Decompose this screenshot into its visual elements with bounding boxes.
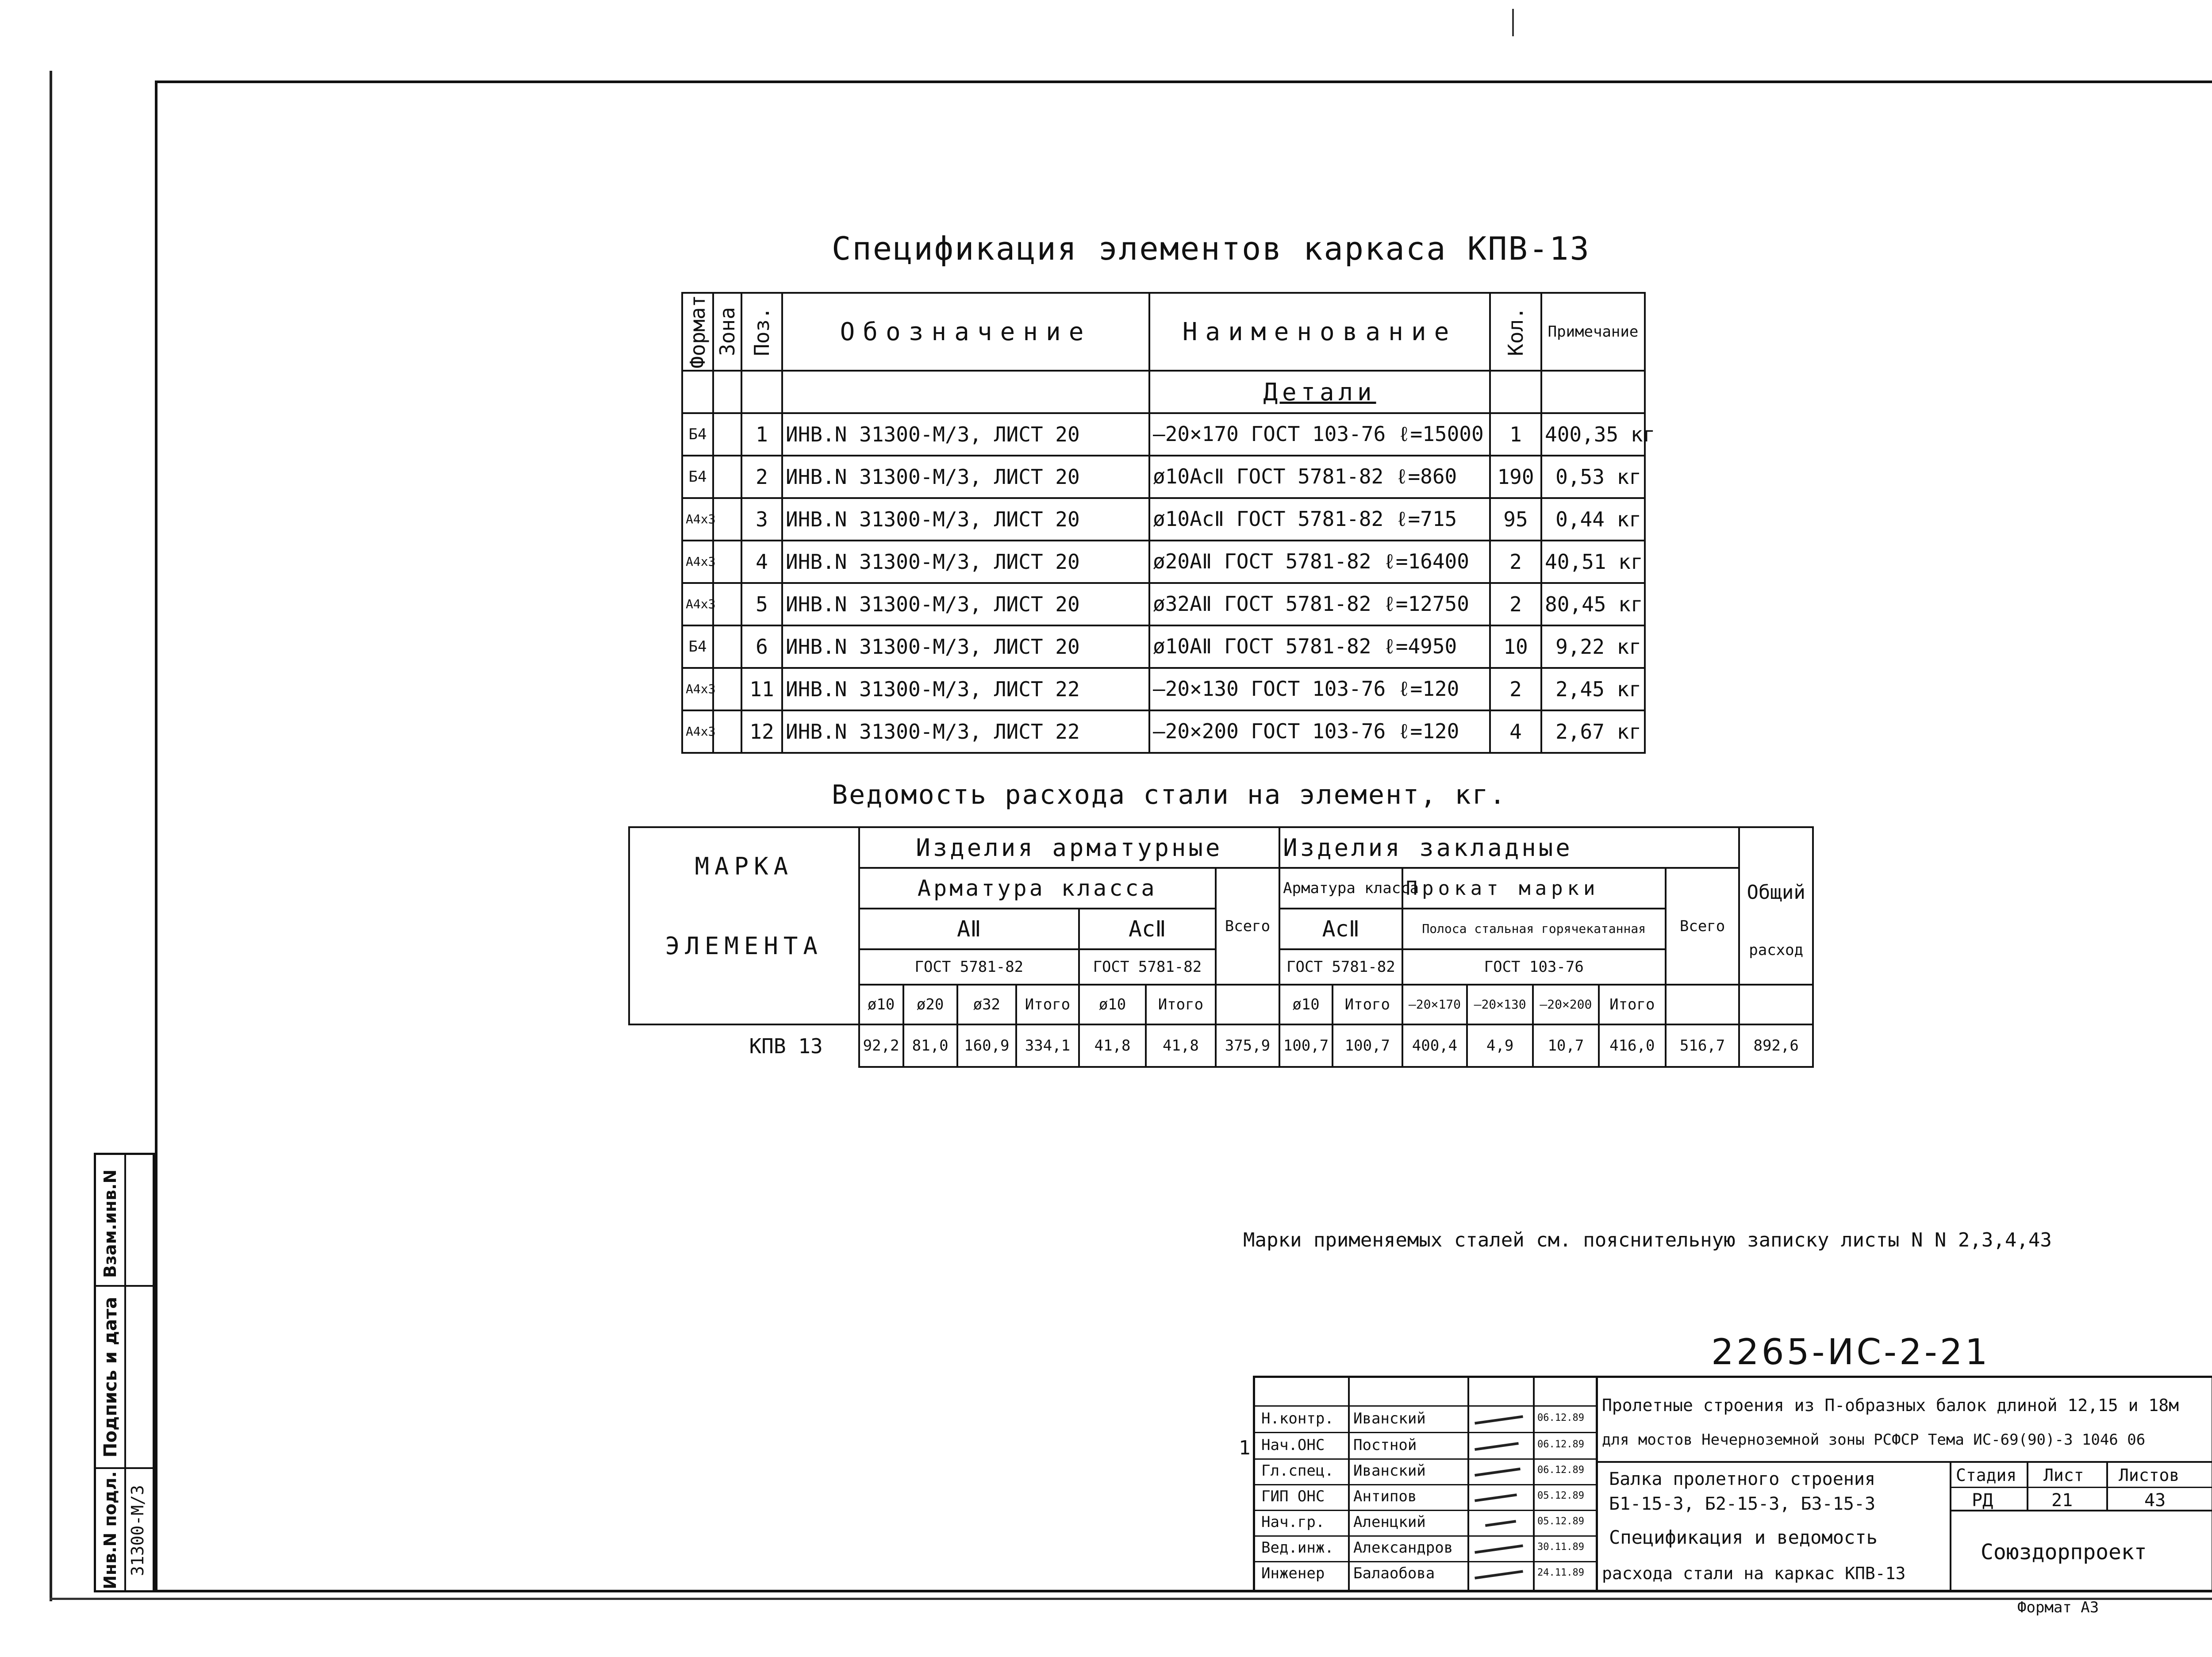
project-title-1: Пролетные строения из П-образных балок длиной 12,15 и 18м	[1602, 1396, 2179, 1415]
title-block: Н.контр. Нач.ОНС Гл.спец. ГИП ОНС Нач.гр. Вед.инж. Инженер Иванский Постной Иванский Антипов Аленцкий Александров Балаобова 06.12.89 06.12.89 06.12.89 05.12.89 05.12.89 30.11.89 24.11.89 Пролетные строения из П-образных балок длиной 12,15 и 18м для мостов Нечерноземной зоны РСФСР Тема ИС-69(90)-3 1046 06 Балка пролетного строения Б1-15-3, Б2-15-3, Б3-15-3 Спецификация и ведомость расхода стали на каркас КПВ-13 Стадия Лист Листов РД 21 43 Союздорпроект	[1253, 1376, 2212, 1592]
steel-title: Ведомость расхода стали на элемент, кг.	[832, 779, 1507, 810]
mark-label-1: МАРКА	[695, 852, 794, 880]
zak-vsego: Всего	[1666, 868, 1740, 985]
total-header: Общий расход	[1739, 827, 1813, 985]
signature	[1485, 1520, 1516, 1527]
table-row: Б4 6 ИНВ.N 31300-М/3, ЛИСТ 20 ø10АⅡ ГОСТ 5781-82 ℓ=4950 10 9,22 кг	[682, 625, 1645, 668]
signature	[1475, 1493, 1517, 1502]
gost-aii: ГОСТ 5781-82	[859, 949, 1079, 985]
signature	[1475, 1570, 1523, 1579]
group-zak: Изделия закладные	[1279, 827, 1739, 868]
sheets-total-value: 43	[2144, 1490, 2166, 1511]
spec-header-row	[682, 293, 1645, 371]
steel-note: Марки применяемых сталей см. пояснительную записку листы N N 2,3,4,43	[1243, 1229, 2052, 1251]
table-row: Б4 1 ИНВ.N 31300-М/3, ЛИСТ 20 ‒20×170 ГОСТ 103-76 ℓ=15000 1 400,35 кг	[682, 413, 1645, 456]
table-row: Б4 2 ИНВ.N 31300-М/3, ЛИСТ 20 ø10АсⅡ ГОСТ 5781-82 ℓ=860 190 0,53 кг	[682, 456, 1645, 498]
table-row: А4х3 5 ИНВ.N 31300-М/3, ЛИСТ 20 ø32АⅡ ГОСТ 5781-82 ℓ=12750 2 80,45 кг	[682, 583, 1645, 625]
format-mark: Формат А3	[2017, 1599, 2099, 1616]
signature	[1475, 1544, 1523, 1553]
acii: АсⅡ	[1079, 909, 1216, 949]
organization: Союздорпроект	[1981, 1540, 2147, 1565]
signature	[1475, 1442, 1519, 1451]
signature	[1475, 1415, 1523, 1424]
table-row: А4х3 3 ИНВ.N 31300-М/3, ЛИСТ 20 ø10АсⅡ ГОСТ 5781-82 ℓ=715 95 0,44 кг	[682, 498, 1645, 541]
mark-label-2: ЭЛЕМЕНТА	[665, 932, 823, 960]
polosa: Полоса стальная горячекатанная	[1402, 909, 1666, 949]
spec-table	[681, 292, 1655, 754]
sheet-code: 2265-ИС-2-21	[1711, 1331, 1990, 1373]
table-row: А4х3 12 ИНВ.N 31300-М/3, ЛИСТ 22 ‒20×200 ГОСТ 103-76 ℓ=120 4 2,67 кг	[682, 710, 1645, 753]
outer-bottom-line	[50, 1598, 2212, 1600]
element-mark: КПВ 13	[629, 1024, 859, 1067]
spec-section-row	[682, 371, 1645, 413]
project-title-2: для мостов Нечерноземной зоны РСФСР Тема ИС-69(90)-3 1046 06	[1602, 1431, 2146, 1449]
gost-zak: ГОСТ 5781-82	[1279, 949, 1402, 985]
prokat: Прокат марки	[1402, 868, 1666, 909]
group-arm: Изделия арматурные	[859, 827, 1279, 868]
mark-header	[629, 827, 859, 985]
arm-vsego: Всего	[1216, 868, 1279, 985]
subheader-row: ø10 ø20 ø32 Итого ø10 Итого ø10 Итого ‒20×170 ‒20×130 ‒20×200 Итого	[629, 985, 1813, 1024]
header-pos: Поз.	[741, 293, 782, 371]
signature	[1475, 1468, 1521, 1477]
header-format: Формат	[682, 293, 713, 371]
sheet-value: 21	[2051, 1490, 2073, 1511]
header-qty: Кол.	[1490, 293, 1541, 371]
header-zone: Зона	[713, 293, 741, 371]
header-designation: Обозначение	[782, 293, 1149, 371]
steel-table	[628, 826, 1814, 1068]
sheet-title-4: расхода стали на каркас КПВ-13	[1602, 1564, 1906, 1583]
zak-arm-class: Арматура класса	[1279, 868, 1402, 909]
inv-podl-value: 31300-М/3	[128, 1485, 147, 1576]
vzam-inv-label: Взам.инв.N	[100, 1169, 120, 1278]
arm-class: Арматура класса	[859, 868, 1216, 909]
sheet-title-2: Б1-15-3, Б2-15-3, Б3-15-3	[1609, 1494, 1876, 1514]
sheet-title-3: Спецификация и ведомость	[1609, 1527, 1878, 1548]
outer-margin-line	[50, 71, 52, 1601]
top-tick	[1512, 9, 1514, 36]
gost-103: ГОСТ 103-76	[1402, 949, 1666, 985]
aii: АⅡ	[859, 909, 1079, 949]
table-row: А4х3 11 ИНВ.N 31300-М/3, ЛИСТ 22 ‒20×130 ГОСТ 103-76 ℓ=120 2 2,45 кг	[682, 668, 1645, 710]
gost-acii: ГОСТ 5781-82	[1079, 949, 1216, 985]
stage-value: РД	[1972, 1490, 1993, 1511]
table-row: КПВ 13 92,2 81,0 160,9 334,1 41,8 41,8 375,9 100,7 100,7 400,4 4,9 10,7 416,0 516,7 892,6	[629, 1024, 1813, 1067]
inventory-strip	[94, 1153, 155, 1592]
revision-marker: 1	[1239, 1437, 1251, 1459]
spec-title: Спецификация элементов каркаса КПВ-13	[832, 230, 1590, 267]
section-title: Детали	[1149, 371, 1490, 413]
inv-podl-label: Инв.N подл.	[100, 1471, 120, 1589]
table-row: А4х3 4 ИНВ.N 31300-М/3, ЛИСТ 20 ø20АⅡ ГОСТ 5781-82 ℓ=16400 2 40,51 кг	[682, 541, 1645, 583]
sheet-title-1: Балка пролетного строения	[1609, 1469, 1876, 1489]
podpis-label: Подпись и дата	[100, 1296, 121, 1458]
header-note: Примечание	[1541, 293, 1645, 371]
zak-acii: АсⅡ	[1279, 909, 1402, 949]
header-name: Наименование	[1149, 293, 1490, 371]
